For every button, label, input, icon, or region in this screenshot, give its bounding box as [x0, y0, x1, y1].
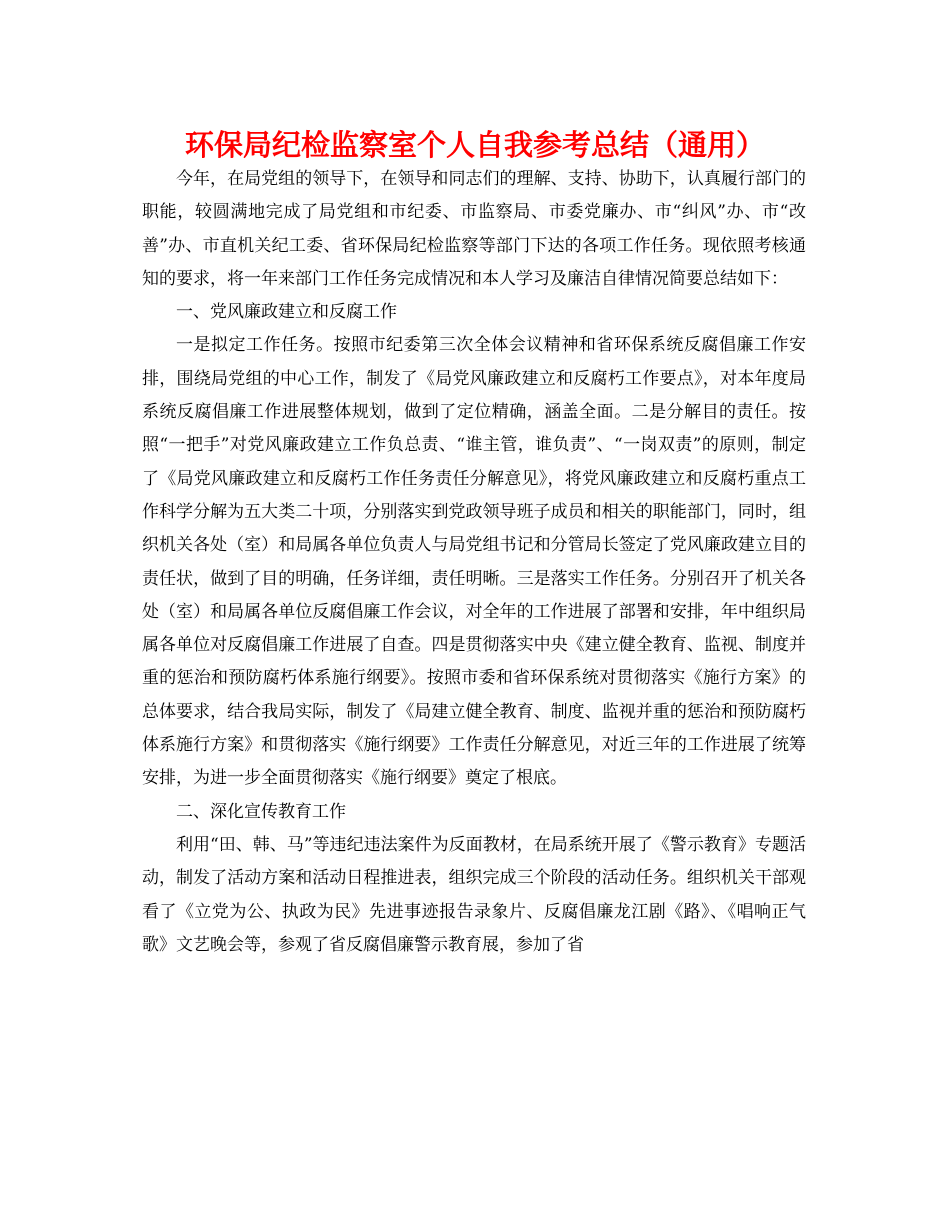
intro-paragraph: 今年，在局党组的领导下，在领导和同志们的理解、支持、协助下，认真履行部门的职能，较圆满地完成了局党组和市纪委、市监察局、市委党廉办、市“纠风”办、市“改善”办、市直机关纪工委、省环保局纪检监察等部门下达的各项工作任务。现依照考核通知的要求，将一年来部门工作任务完成情况和本人学习及廉洁自律情况简要总结如下：: [142, 169, 806, 289]
section-2-paragraph: 利用“田、韩、马”等违纪违法案件为反面教材，在局系统开展了《警示教育》专题活动，制发了活动方案和活动日程推进表，组织完成三个阶段的活动任务。组织机关干部观看了《立党为公、执政为民》先进事迹报告录象片、反腐倡廉龙江剧《路》、《唱响正气歌》文艺晚会等，参观了省反腐倡廉警示教育展，参加了省: [142, 834, 806, 955]
section-heading-1: 一、党风廉政建立和反腐工作: [176, 302, 397, 323]
document-title: 环保局纪检监察室个人自我参考总结（通用）: [184, 128, 765, 162]
section-1-paragraph: 一是拟定工作任务。按照市纪委第三次全体会议精神和省环保系统反腐倡廉工作安排，围绕局党组的中心工作，制发了《局党风廉政建立和反腐朽工作要点》，对本年度局系统反腐倡廉工作进展整体规划，做到了定位精确，涵盖全面。二是分解目的责任。按照“一把手”对党风廉政建立工作负总责、“谁主管，谁负责”、“一岗双责”的原则，制定了《局党风廉政建立和反腐朽工作任务责任分解意见》，将党风廉政建立和反腐朽重点工作科学分解为五大类二十项，分别落实到党政领导班子成员和相关的职能部门，同时，组织机关各处（室）和局属各单位负责人与局党组书记和分管局长签定了党风廉政建立目的责任状，做到了目的明确，任务详细，责任明晰。三是落实工作任务。分别召开了机关各处（室）和局属各单位反腐倡廉工作会议，对全年的工作进展了部署和安排，年中组织局属各单位对反腐倡廉工作进展了自查。四是贯彻落实中央《建立健全教育、监视、制度并重的惩治和预防腐朽体系施行纲要》。按照市委和省环保系统对贯彻落实《施行方案》的总体要求，结合我局实际，制发了《局建立健全教育、制度、监视并重的惩治和预防腐朽体系施行方案》和贯彻落实《施行纲要》工作责任分解意见，对近三年的工作进展了统筹安排，为进一步全面贯彻落实《施行纲要》奠定了根底。: [142, 335, 806, 789]
section-heading-2: 二、深化宣传教育工作: [176, 801, 346, 822]
document-body: [142, 163, 806, 962]
